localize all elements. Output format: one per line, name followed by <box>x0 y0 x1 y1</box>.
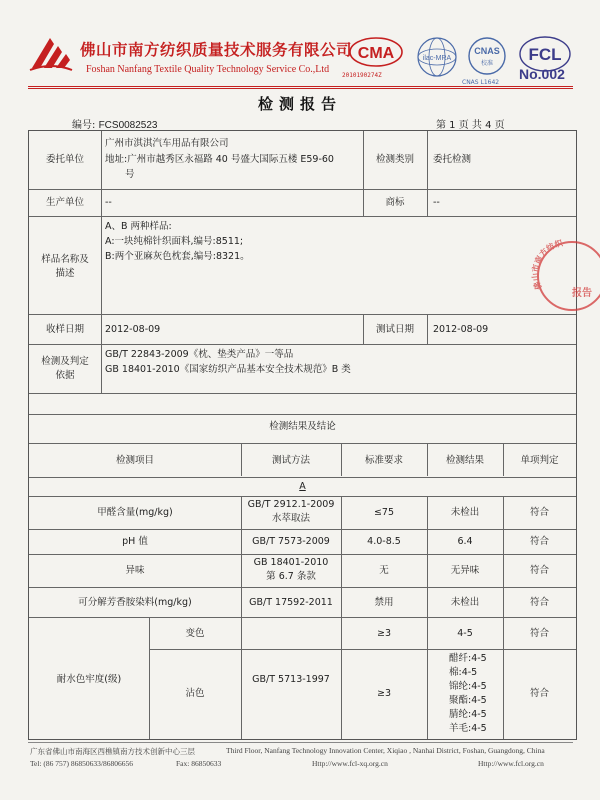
staining-result: 棉:4-5 <box>449 667 478 678</box>
colorfastness-item: 耐水色牢度(级) <box>56 674 122 685</box>
client-name: 广州市淇淇汽车用品有限公司 <box>105 138 229 149</box>
sample-desc-line: A、B 两种样品: <box>105 221 172 232</box>
result-item: 异味 <box>125 565 145 576</box>
cnas-text: CNAS <box>474 46 500 56</box>
row-divider <box>29 216 576 217</box>
staining-requirement: ≥3 <box>376 688 391 699</box>
row-divider <box>29 496 576 497</box>
trademark-value: -- <box>433 197 440 208</box>
result-requirement: ≤75 <box>373 507 395 518</box>
header-method: 测试方法 <box>271 455 310 466</box>
staining-verdict: 符合 <box>529 688 549 699</box>
fcl-number: No.002 <box>519 66 565 82</box>
result-value: 无异味 <box>450 565 480 576</box>
received-date-label: 收样日期 <box>45 324 84 335</box>
result-verdict: 符合 <box>529 507 549 518</box>
cnas-number: CNAS L1642 <box>462 79 500 86</box>
sample-desc-line: B:两个亚麻灰色枕套,编号:8321。 <box>105 251 250 262</box>
result-requirement: 无 <box>379 565 389 576</box>
seal-ring-text: 佛山市南方纺织 <box>530 238 564 291</box>
result-method: GB/T 7573-2009 <box>252 536 330 547</box>
staining-result: 聚酯:4-5 <box>449 695 487 706</box>
row-divider <box>29 414 576 415</box>
header-requirement: 标准要求 <box>364 455 403 466</box>
result-item: pH 值 <box>122 536 148 547</box>
col-divider <box>101 131 102 393</box>
color-change-verdict: 符合 <box>529 628 549 639</box>
result-value: 未检出 <box>450 507 480 518</box>
result-value: 未检出 <box>450 597 480 608</box>
footer-website-link-2[interactable]: Http://www.fcl.org.cn <box>478 759 544 768</box>
sample-desc-line: A:一块纯棉针织面料,编号:8511; <box>105 236 244 247</box>
producer-label: 生产单位 <box>45 197 84 208</box>
result-method: GB 18401-2010 <box>253 557 329 568</box>
footer-address-cn: 广东省佛山市南海区西樵镇南方技术创新中心三层 <box>30 747 195 756</box>
sample-label-cont: 描述 <box>55 268 75 279</box>
result-item: 甲醛含量(mg/kg) <box>97 507 173 518</box>
report-title: 检测报告 <box>257 95 342 113</box>
result-requirement: 4.0-8.5 <box>367 536 401 547</box>
result-value: 6.4 <box>457 536 473 547</box>
result-method-cont: 水萃取法 <box>271 513 310 524</box>
header-item: 检测项目 <box>115 455 154 466</box>
color-change-label: 变色 <box>185 628 205 639</box>
header-divider-2 <box>28 88 573 89</box>
staining-result: 锦纶:4-5 <box>449 681 487 692</box>
report-table <box>28 130 577 740</box>
seal-center-text: 报告 <box>572 288 592 299</box>
test-category-value: 委托检测 <box>433 154 472 165</box>
row-divider <box>29 314 576 315</box>
report-serial <box>72 116 158 131</box>
basis-label-cont: 依据 <box>55 370 75 381</box>
footer-fax: Fax: 86850633 <box>176 759 222 768</box>
sample-label: 样品名称及 <box>41 254 89 265</box>
result-verdict: 符合 <box>529 536 549 547</box>
result-item: 可分解芳香胺染料(mg/kg) <box>78 597 192 608</box>
serial-label: 编号: <box>72 120 96 131</box>
sample-group-label: A <box>299 481 306 492</box>
result-method: GB/T 2912.1-2009 <box>247 499 335 510</box>
staining-label: 沾色 <box>185 688 205 699</box>
row-divider <box>29 529 576 530</box>
col-divider <box>427 189 428 216</box>
staining-result: 醋纤:4-5 <box>449 653 487 664</box>
producer-value: -- <box>105 197 112 208</box>
result-verdict: 符合 <box>529 597 549 608</box>
ilac-text: ilac-MRA <box>422 55 452 62</box>
official-seal-icon <box>528 236 600 316</box>
footer-address-en: Third Floor, Nanfang Technology Innovation Center, Xiqiao , Nanhai District, Foshan, Guangdong, China <box>226 746 545 755</box>
cnas-logo-icon <box>466 36 508 78</box>
col-divider <box>427 314 428 344</box>
row-divider <box>29 587 576 588</box>
col-divider <box>427 496 428 739</box>
col-divider <box>427 131 428 189</box>
test-category-label: 检测类别 <box>375 154 414 165</box>
test-date-value: 2012-08-09 <box>433 324 489 335</box>
fcl-text: FCL <box>528 45 562 64</box>
row-divider <box>29 189 576 190</box>
company-name-cn: 佛山市南方纺织质量技术服务有限公司 <box>80 41 353 59</box>
svg-text:佛山市南方纺织 <box>530 237 565 292</box>
serial-value: FCS0082523 <box>98 120 158 131</box>
footer-tel: Tel: (86 757) 86850633/86806656 <box>30 759 134 768</box>
row-divider <box>149 649 341 650</box>
cnas-sub-text: 校准 <box>480 60 494 67</box>
cma-number: 2010190274Z <box>342 72 382 79</box>
header-result: 检测结果 <box>445 455 484 466</box>
client-label: 委托单位 <box>45 154 84 165</box>
row-divider <box>29 617 576 618</box>
row-divider <box>29 477 576 478</box>
color-change-result: 4-5 <box>457 628 473 639</box>
basis-line: GB/T 22843-2009《枕、垫类产品》一等品 <box>105 349 294 360</box>
footer-divider <box>28 742 573 743</box>
staining-result: 羊毛:4-5 <box>449 723 487 734</box>
client-address-cont: 号 <box>125 169 135 180</box>
row-divider <box>29 344 576 345</box>
row-divider <box>29 443 576 444</box>
result-method: GB/T 17592-2011 <box>249 597 333 608</box>
header-divider <box>28 86 573 87</box>
cma-seal-text: CMA <box>357 45 395 62</box>
client-address: 地址:广州市越秀区永福路 40 号盛大国际五楼 E59-60 <box>105 154 334 165</box>
results-title: 检测结果及结论 <box>269 421 336 432</box>
result-verdict: 符合 <box>529 565 549 576</box>
company-name-en: Foshan Nanfang Textile Quality Technology Service Co.,Ltd <box>86 64 330 75</box>
header-verdict: 单项判定 <box>520 455 559 466</box>
basis-line: GB 18401-2010《国家纺织产品基本安全技术规范》B 类 <box>105 364 351 375</box>
test-date-label: 测试日期 <box>375 324 414 335</box>
row-divider <box>29 554 576 555</box>
col-divider <box>341 496 342 739</box>
row-divider <box>29 393 576 394</box>
trademark-label: 商标 <box>385 197 405 208</box>
ilac-mra-logo-icon <box>416 36 458 78</box>
staining-result: 腈纶:4-5 <box>449 709 487 720</box>
company-logo-icon <box>28 34 74 74</box>
color-change-requirement: ≥3 <box>376 628 391 639</box>
footer-website-link[interactable]: Http://www.fcl-xq.org.cn <box>312 759 388 768</box>
result-method-cont: 第 6.7 条款 <box>266 571 316 582</box>
basis-label: 检测及判定 <box>41 356 89 367</box>
result-requirement: 禁用 <box>374 597 394 608</box>
page-indicator: 第 1 页 共 4 页 <box>436 120 505 131</box>
received-date-value: 2012-08-09 <box>105 324 161 335</box>
colorfastness-method: GB/T 5713-1997 <box>252 674 330 685</box>
col-divider <box>503 496 504 739</box>
row-divider <box>341 649 576 650</box>
